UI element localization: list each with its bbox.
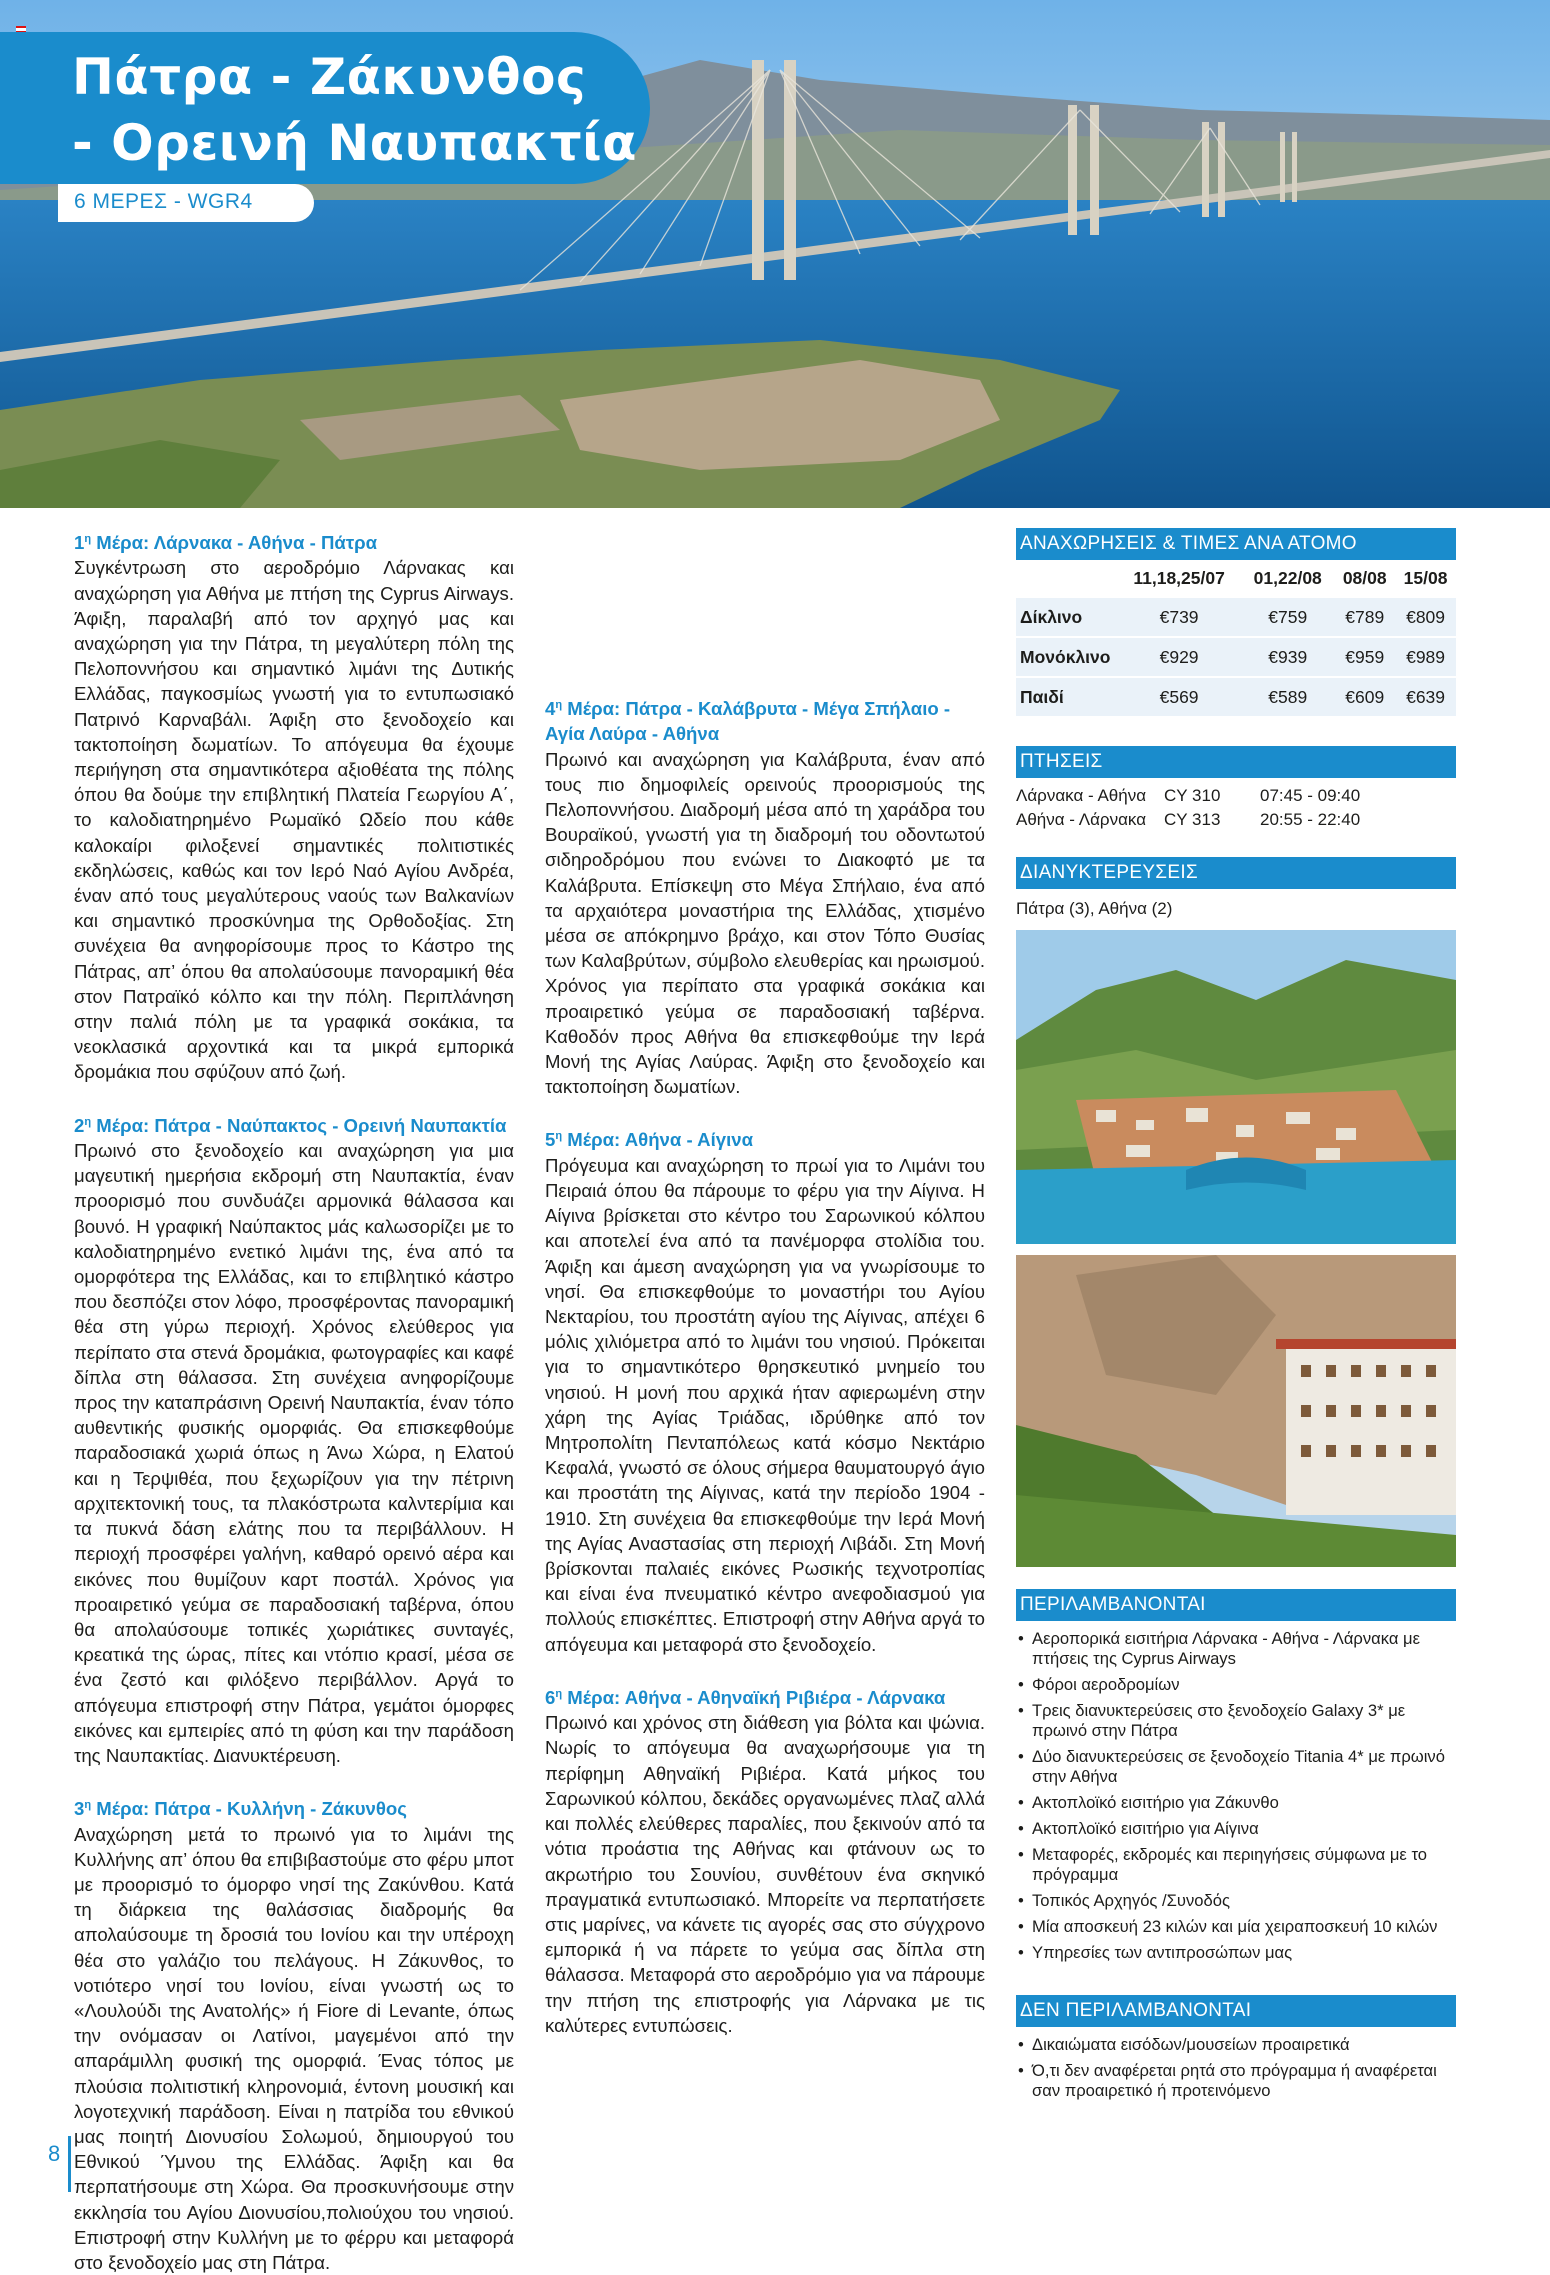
list-item: • Ό,τι δεν αναφέρεται ρητά στο πρόγραμμα ή αναφέρεται σαν προαιρετικό ή προτεινόμενο [1016,2061,1456,2101]
tour-code: 6 ΜΕΡΕΣ - WGR4 [74,190,253,213]
table-row: Παιδί €569 €589 €609 €639 [1016,677,1456,716]
not-included-heading: ΔΕΝ ΠΕΡΙΛΑΜΒΑΝΟΝΤΑΙ [1016,1995,1456,2027]
list-item: • Μία αποσκευή 23 κιλών και μία χειραποσκευή 10 κιλών [1016,1917,1456,1937]
itinerary-column-1 [74,527,514,2275]
date-col-1: 11,18,25/07 [1133,567,1225,588]
flight-row: Λάρνακα - Αθήνα CY 310 07:45 - 09:40 [1016,786,1361,805]
day-2-title: $2^\eta$ Μέρα: Πάτρα - Ναύπακτος - Ορεινή Ναυπακτία [74,1114,507,1136]
itinerary-column-2 [545,527,985,2038]
prices-table [1016,560,1456,716]
list-item: • Φόροι αεροδρομίων [1016,1675,1456,1695]
not-included-list [1016,2027,1456,2101]
date-col-4: 15/08 [1403,567,1448,588]
list-item: • Ακτοπλοϊκό εισιτήριο για Ζάκυνθο [1016,1793,1456,1813]
page-title [72,44,637,176]
day-3-title: $3^\eta$ Μέρα: Πάτρα - Κυλλήνη - Ζάκυνθος [74,1798,407,1820]
day-1-text: Συγκέντρωση στο αεροδρόμιο Λάρνακας και αναχώρηση για Αθήνα με πτήση της Cyprus Airways. Άφιξη, παραλαβή από τον αρχηγό μας και αναχώρηση για την Πάτρα, τη μεγαλύτερη πόλη της Πελοποννήσου και σημαντικό λιμάνι της Δυτικής Ελλάδας, παγκοσμίως γνωστή για το εντυπωσιακό Πατρινό Καρναβάλι. Άφιξη στο ξενοδοχείο και τακτοποίηση δωματίων. Το απόγευμα θα έχουμε περιήγηση στα σημαντικότερα αξιοθέατα της πόλης όπου θα δούμε την επιβλητική Πλατεία Γεωργίου Α΄, το καλοδιατηρημένο Ρωμαϊκό Ωδείο που κάθε καλοκαίρι φιλοξενεί σημαντικές πολιτιστικές εκδηλώσεις, καθώς και τον Ιερό Ναό Αγίου Ανδρέα, έναν από τους μεγαλύτερους ναούς των Βαλκανίων και σημαντικό προσκύνημα της Ορθοδοξίας. Στη συνέχεια θα ανηφορίσουμε προς το Κάστρο της Πάτρας, απ’ όπου θα απολαύσουμε πανοραμική θέα στον Πατραϊκό κόλπο και την πόλη. Περιπλάνηση στην παλιά πόλη με τα γραφικά σοκάκια, τα νεοκλασικά αρχοντικά και τα μικρά εμπορικά δρομάκια που σφύζουν από ζωή. [74,557,514,1083]
day-6-title: $6^\eta$ Μέρα: Αθήνα - Αθηναϊκή Ριβιέρα - Λάρνακα [545,1687,946,1709]
list-item: • Υπηρεσίες των αντιπροσώπων μας [1016,1943,1456,1963]
prices-heading: ΑΝΑΧΩΡΗΣΕΙΣ & ΤΙΜΕΣ ΑΝΑ ΑΤΟΜΟ [1016,528,1456,560]
list-item: • Μεταφορές, εκδρομές και περιηγήσεις σύμφωνα με το πρόγραμμα [1016,1845,1456,1885]
flights-heading: ΠΤΗΣΕΙΣ [1016,746,1456,778]
list-item: • Τρεις διανυκτερεύσεις στο ξενοδοχείο Galaxy 3* με πρωινό στην Πάτρα [1016,1701,1456,1741]
prices-corner [1016,560,1117,597]
day-4-text: Πρωινό και αναχώρηση για Καλάβρυτα, έναν από τους πιο δημοφιλείς ορεινούς προορισμούς της Πελοποννήσου. Διαδρομή μέσα από τη χαράδρα του Βουραϊκού, γνωστή για τη διαδρομή του οδοντωτού σιδηροδρόμου που ενώνει το Διακοφτό με τα Καλάβρυτα. Επίσκεψη στο Μέγα Σπήλαιο, ένα από τα αρχαιότερα μοναστήρια της Ελλάδας, χτισμένο μέσα σε απόκρημνο βράχο, και στον Τόπο Θυσίας των Καλαβρύτων, σύμβολο ελευθερίας και ηρωισμού. Χρόνος για περίπατο στα γραφικά σοκάκια και προαιρετικό γεύμα σε παραδοσιακή ταβέρνα. Καθοδόν προς Αθήνα θα επισκεφθούμε την Ιερά Μονή της Αγίας Λαύρας. Άφιξη στο ξενοδοχείο και τακτοποίηση δωματίων. [545,748,985,1098]
title-line-1: Πάτρα - Ζάκυνθος [72,48,587,106]
included-list [1016,1621,1456,1963]
overnights-text: Πάτρα (3), Αθήνα (2) [1016,899,1173,918]
overnights-heading: ΔΙΑΝΥΚΤΕΡΕΥΣΕΙΣ [1016,857,1456,889]
list-item: • Τοπικός Αρχηγός /Συνοδός [1016,1891,1456,1911]
prices-panel [1016,528,1456,716]
date-col-2: 01,22/08 [1253,567,1322,588]
day-3-text: Αναχώρηση μετά το πρωινό για το λιμάνι της Κυλλήνης απ’ όπου θα επιβιβαστούμε στο φέρυ μποτ με προορισμό το όμορφο νησί της Ζακύνθου. Κατά τη διάρκεια της θαλάσσιας διαδρομής θα απολαύσουμε τη δροσιά του Ιονίου και την υπέροχη θέα στο γαλάζιο του πελάγους. Η Ζάκυνθος, το νοτιότερο νησί του Ιονίου, είναι γνωστή ως το «Λουλούδι της Ανατολής» ή Fiore di Levante, όπως την ονόμασαν οι Λατίνοι, μαγεμένοι από την απαράμιλλη φυσική της ομορφιά. Ένας τόπος με πλούσια πολιτιστική κληρονομιά, έντονη μουσική και λογοτεχνική παράδοση. Είναι η πατρίδα του εθνικού μας ποιητή Διονυσίου Σολωμού, δημιουργού του Εθνικού Ύμνου της Ελλάδας. Άφιξη και θα περπατήσουμε στη Χώρα. Θα προσκυνήσουμε στην εκκλησία του Αγίου Διονυσίου,πολιούχου του νησιού. Επιστροφή στην Κυλλήνη με το φέρρυ και μεταφορά στο ξενοδοχείο μας στη Πάτρα. [74,1823,514,2273]
flight-row: Αθήνα - Λάρνακα CY 313 20:55 - 22:40 [1016,810,1361,829]
flights-panel [1016,746,1456,832]
day-2-text: Πρωινό στο ξενοδοχείο και αναχώρηση για μια μαγευτική ημερήσια εκδρομή στη Ναυπακτία, έναν προορισμό που συνδυάζει αρμονικά θάλασσα και βουνό. Η γραφική Ναύπακτος μάς καλωσορίζει με το καλοδιατηρημένο ενετικό λιμάνι της, ένα από τα ομορφότερα της Ελλάδας, και το επιβλητικό κάστρο που δεσπόζει στον λόφο, προσφέροντας πανοραμική θέα στη γύρω περιοχή. Χρόνος ελεύθερος για περίπατο στα στενά δρομάκια, φωτογραφίες και καφέ δίπλα στη θάλασσα. Στη συνέχεια ανηφορίζουμε προς την καταπράσινη Ορεινή Ναυπακτία, έναν τόπο αυθεντικής φυσικής ομορφιάς. Θα επισκεφθούμε παραδοσιακά χωριά όπως η Άνω Χώρα, η Ελατού και η Τερψιθέα, που ξεχωρίζουν για την πέτρινη αρχιτεκτονική τους, τα πλακόστρωτα καλντερίμια και τα πυκνά δάση ελάτης που τα περιβάλλουν. Η περιοχή προσφέρει γαλήνη, καθαρό ορεινό αέρα και εικόνες που θυμίζουν καρτ ποστάλ. Χρόνος για προαιρετικό γεύμα σε παραδοσιακή ταβέρνα, όπου θα απολαύσουμε τοπικές χωριάτικες συνταγές, κρεατικά της ώρας, πίτες και ντόπιο κρασί, μέσα σε ένα ζεστό και φιλόξενο περιβάλλον. Αργά το απόγευμα επιστροφή στην Πάτρα, γεμάτοι όμορφες εικόνες και εμπειρίες από τη φύση και την παράδοση της Ναυπακτίας. Διανυκτέρευση. [74,1140,514,1766]
table-row: Μονόκλινο €929 €939 €959 €989 [1016,637,1456,677]
mega-spilaio-photo [1016,1255,1456,1567]
day-5-title: $5^\eta$ Μέρα: Αθήνα - Αίγινα [545,1129,754,1151]
list-item: • Δύο διανυκτερεύσεις σε ξενοδοχείο Titania 4* με πρωινό στην Αθήνα [1016,1747,1456,1787]
page-number-rule [68,2136,71,2192]
list-item: • Ακτοπλοϊκό εισιτήριο για Αίγινα [1016,1819,1456,1839]
list-item: • Αεροπορικά εισιτήρια Λάρνακα - Αθήνα - Λάρνακα με πτήσεις της Cyprus Airways [1016,1629,1456,1669]
overnights-panel [1016,857,1456,919]
day-1-title: $1^\eta$ Μέρα: Λάρνακα - Αθήνα - Πάτρα [74,532,378,554]
list-item: • Δικαιώματα εισόδων/μουσείων προαιρετικά [1016,2035,1456,2055]
date-col-3: 08/08 [1342,567,1387,588]
day-4-title: $4^\eta$ Μέρα: Πάτρα - Καλάβρυτα - Μέγα Σπήλαιο - Αγία Λαύρα - Αθήνα [545,698,951,745]
table-row: Δίκλινο €739 €759 €789 €809 [1016,597,1456,637]
title-line-2: - Ορεινή Ναυπακτία [72,114,637,172]
flag-icon [16,20,26,27]
page-number: 8 [48,2141,61,2166]
day-6-text: Πρωινό και χρόνος στη διάθεση για βόλτα και ψώνια. Νωρίς το απόγευμα θα αναχωρήσουμε για τη περίφημη Αθηναϊκή Ριβιέρα. Κατά μήκος του Σαρωνικού κόλπου, δεκάδες οργανωμένες πλαζ αλλά και πολλές ελεύθερες παραλίες, που ξεκινούν από τα νότια προάστια της Αθήνας και φτάνουν ως το ακρωτήριο του Σουνίου, συνθέτουν ένα σκηνικό πραγματικά εντυπωσιακό. Μπορείτε να περπατήσετε στις μαρίνες, να κάνετε τις αγορές σας στο σύγχρονο εμπορικά ή να πάρετε το γεύμα σας δίπλα στη θάλασσα. Μεταφορά στο αεροδρόμιο για να πάρουμε την πτήση της επιστροφής για Λάρνακα με τις καλύτερες εντυπώσεις. [545,1712,985,2036]
nafpaktos-photo [1016,930,1456,1244]
not-included-panel [1016,1995,1456,2107]
included-panel [1016,1589,1456,1969]
included-heading: ΠΕΡΙΛΑΜΒΑΝΟΝΤΑΙ [1016,1589,1456,1621]
day-5-text: Πρόγευμα και αναχώρηση το πρωί για το Λιμάνι του Πειραιά όπου θα πάρουμε το φέρυ για την Αίγινα. Η Αίγινα βρίσκεται στο κέντρο του Σαρωνικού κόλπου και αποτελεί ένα από τα πανέμορφα στολίδια του. Άφιξη και άμεση αναχώρηση για να γνωρίσουμε το νησί. Θα επισκεφθούμε το μοναστήρι του Αγίου Νεκταρίου, του προστάτη αγίου της Αίγινας, απέχει 6 μόλις χιλιόμετρα από το λιμάνι του νησιού. Πρόκειται για το σημαντικότερο θρησκευτικό μνημείο του νησιού. Η μονή που αρχικά ήταν αφιερωμένη στην χάρη της Αγίας Τριάδας, ιδρύθηκε από τον Μητροπολίτη Πενταπόλεως κατά κόσμο Νεκτάριο Κεφαλά, γνωστό σε όλους σήμερα θαυματουργό άγιο και προστάτη της Αίγινας, κατά την περίοδο 1904 - 1910. Στη συνέχεια θα επισκεφθούμε την Ιερά Μονή της Αγίας Αναστασίας στη περιοχή Λιβάδι. Στη Μονή βρίσκονται παλαιές εικόνες Ρωσικής τεχνοτροπίας και είναι ένα πνευματικό κέντρο ανεφοδιασμού για πολλούς επισκέπτες. Επιστροφή στην Αθήνα αργά το απόγευμα και μεταφορά στο ξενοδοχείο. [545,1154,985,1655]
